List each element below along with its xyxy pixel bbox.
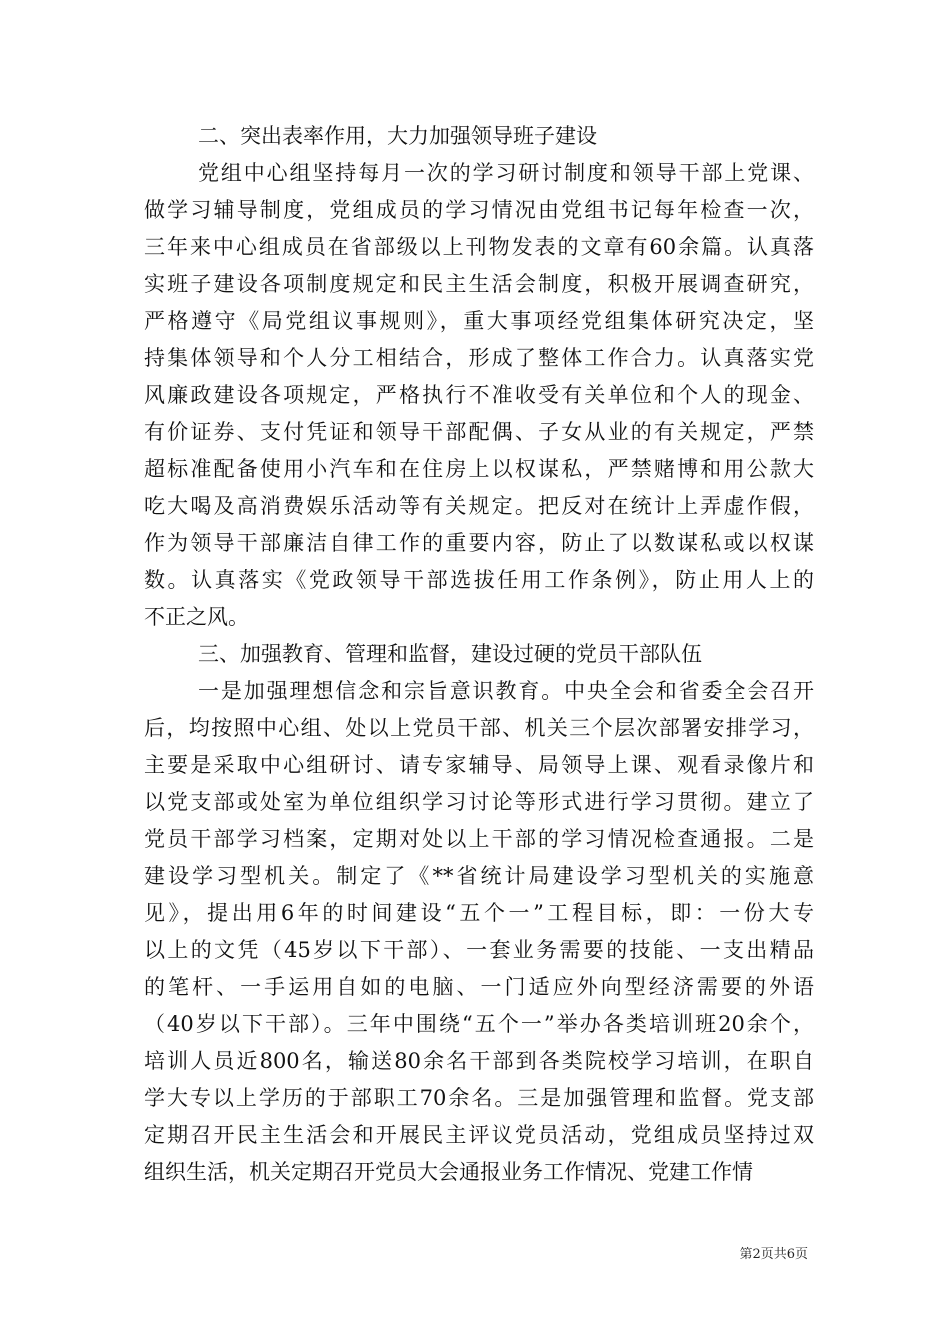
page-number: 第2页共6页 xyxy=(739,1247,808,1262)
text-line: 风廉政建设各项规定，严格执行不准收受有关单位和个人的现金、 xyxy=(144,383,814,407)
text-line: 实班子建设各项制度规定和民主生活会制度，积极开展调查研究， xyxy=(144,272,814,296)
paragraph xyxy=(144,636,814,673)
paragraph xyxy=(144,155,814,636)
text-line: 学大专以上学历的于部职工70余名。三是加强管理和监督。党支部 xyxy=(144,1086,814,1110)
paragraph xyxy=(144,118,814,155)
text-line: 培训人员近800名，输送80余名干部到各类院校学习培训，在职自 xyxy=(144,1049,814,1073)
text-line: 的笔杆、一手运用自如的电脑、一门适应外向型经济需要的外语 xyxy=(144,975,814,999)
text-line: 后，均按照中心组、处以上党员干部、机关三个层次部署安排学习， xyxy=(144,716,814,740)
text-line: 严格遵守《局党组议事规则》，重大事项经党组集体研究决定，坚 xyxy=(144,309,814,333)
text-line: 做学习辅导制度，党组成员的学习情况由党组书记每年检查一次， xyxy=(144,198,814,222)
paragraph xyxy=(144,673,814,1191)
text-line: 有价证券、支付凭证和领导干部配偶、子女从业的有关规定，严禁 xyxy=(144,420,814,444)
text-line: （40岁以下干部）。三年中围绕“五个一”举办各类培训班20余个， xyxy=(144,1012,814,1036)
text-line: 见》，提出用6年的时间建设“五个一”工程目标，即：一份大专 xyxy=(144,901,814,925)
text-line: 持集体领导和个人分工相结合，形成了整体工作合力。认真落实党 xyxy=(144,346,814,370)
text-line: 组织生活，机关定期召开党员大会通报业务工作情况、党建工作情 xyxy=(144,1160,753,1184)
text-line: 以上的文凭（45岁以下干部）、一套业务需要的技能、一支出精品 xyxy=(144,938,814,962)
text-line: 建设学习型机关。制定了《**省统计局建设学习型机关的实施意 xyxy=(144,864,814,888)
text-line: 吃大喝及高消费娱乐活动等有关规定。把反对在统计上弄虚作假， xyxy=(144,494,814,518)
text-line: 主要是采取中心组研讨、请专家辅导、局领导上课、观看录像片和 xyxy=(144,753,814,777)
text-line: 一是加强理想信念和宗旨意识教育。中央全会和省委全会召开 xyxy=(198,679,814,703)
text-line: 党组中心组坚持每月一次的学习研讨制度和领导干部上党课、 xyxy=(198,161,814,185)
text-line: 二、突出表率作用，大力加强领导班子建设 xyxy=(198,124,597,148)
text-line: 超标准配备使用小汽车和在住房上以权谋私，严禁赌博和用公款大 xyxy=(144,457,814,481)
text-line: 三年来中心组成员在省部级以上刊物发表的文章有60余篇。认真落 xyxy=(144,235,814,259)
text-line: 定期召开民主生活会和开展民主评议党员活动，党组成员坚持过双 xyxy=(144,1123,814,1147)
text-line: 不正之风。 xyxy=(144,605,249,629)
document-body xyxy=(144,118,814,1191)
text-line: 数。认真落实《党政领导干部选拔任用工作条例》，防止用人上的 xyxy=(144,568,814,592)
text-line: 三、加强教育、管理和监督，建设过硬的党员干部队伍 xyxy=(198,642,702,666)
text-line: 党员干部学习档案，定期对处以上干部的学习情况检查通报。二是 xyxy=(144,827,814,851)
text-line: 作为领导干部廉洁自律工作的重要内容，防止了以数谋私或以权谋 xyxy=(144,531,814,555)
text-line: 以党支部或处室为单位组织学习讨论等形式进行学习贯彻。建立了 xyxy=(144,790,814,814)
